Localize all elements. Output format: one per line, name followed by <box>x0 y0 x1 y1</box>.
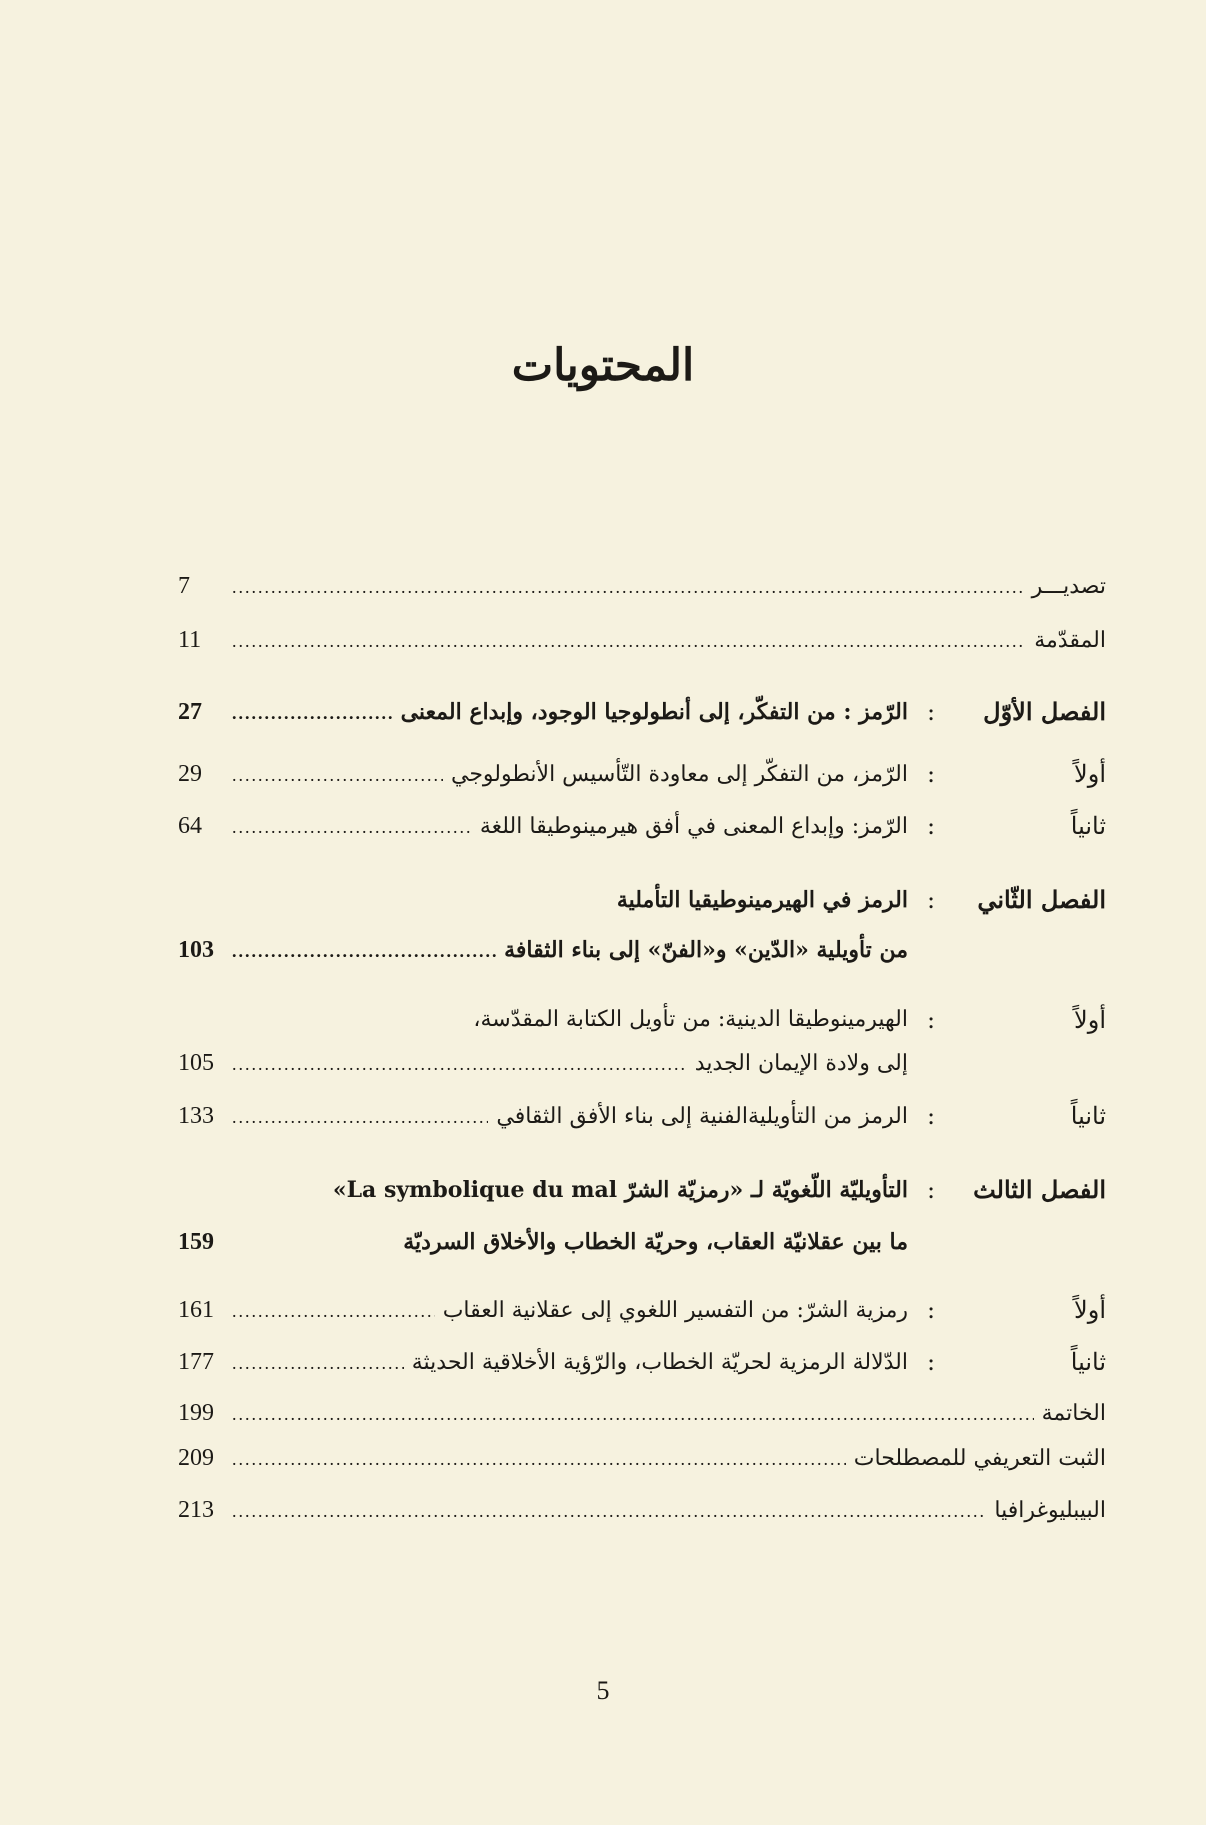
toc-entry-section <box>178 1290 1106 1330</box>
leader-dots <box>232 1044 687 1084</box>
toc-entry-chapter-2 <box>178 880 1106 920</box>
chapter-label: الفصل الأوّل <box>983 697 1106 726</box>
toc-page-number: 105 <box>178 1050 214 1076</box>
separator: : <box>926 1176 936 1204</box>
separator: : <box>926 886 936 914</box>
leader-dots <box>232 1394 1034 1434</box>
toc-entry-section <box>178 754 1106 794</box>
toc-entry-chapter-1 <box>178 692 1106 732</box>
toc-page-number: 103 <box>178 937 214 963</box>
section-label: ثانياً <box>1070 1102 1106 1130</box>
toc-entry-text: إلى ولادة الإيمان الجديد <box>694 1051 908 1076</box>
toc-entry-text: الرّمز، من التفكّر إلى معاودة التّأسيس الأنطولوجي <box>450 762 908 787</box>
toc-entry-continuation <box>178 1222 1106 1262</box>
toc-entry-introduction <box>178 620 1106 660</box>
leader-dots <box>232 931 496 971</box>
toc-entry-bibliography <box>178 1490 1106 1530</box>
toc-entry-text: ما بين عقلانيّة العقاب، وحريّة الخطاب والأخلاق السرديّة <box>403 1229 908 1255</box>
toc-entry-text: الرمز في الهيرمينوطيقيا التأملية <box>616 887 908 913</box>
toc-entry-text: الخاتمة <box>1041 1401 1106 1426</box>
toc-entry-text: البيبليوغرافيا <box>994 1498 1106 1523</box>
leader-dots <box>232 807 472 847</box>
leader-dots <box>232 567 1024 607</box>
page-title: المحتويات <box>511 340 695 391</box>
separator: : <box>926 812 936 840</box>
toc-page-number: 159 <box>178 1229 214 1255</box>
section-label: أولاً <box>1074 1296 1106 1324</box>
toc-page-number: 11 <box>178 627 202 653</box>
toc-page-number: 213 <box>178 1497 214 1523</box>
leader-dots <box>232 693 393 733</box>
toc-entry-continuation <box>178 930 1106 970</box>
toc-entry-text: الثبت التعريفي للمصطلحات <box>853 1446 1106 1471</box>
chapter-label: الفصل الثالث <box>973 1175 1106 1204</box>
toc-page-number: 209 <box>178 1445 214 1471</box>
toc-entry-text: الهيرمينوطيقا الدينية: من تأويل الكتابة المقدّسة، <box>473 1007 908 1032</box>
separator: : <box>926 1348 936 1376</box>
toc-entry-chapter-3 <box>178 1170 1106 1210</box>
toc-entry-preface <box>178 566 1106 606</box>
toc-entry-text: التأويليّة اللّغويّة لـ «رمزيّة الشرّ La symbolique du mal» <box>332 1177 908 1203</box>
toc-page-number: 133 <box>178 1103 214 1129</box>
leader-dots <box>232 621 1026 661</box>
toc-entry-text: من تأويلية «الدّين» و«الفنّ» إلى بناء الثقافة <box>504 937 908 963</box>
toc-page-number: 27 <box>178 699 202 725</box>
toc-entry-continuation <box>178 1043 1106 1083</box>
toc-page-number: 161 <box>178 1297 214 1323</box>
toc-entry-text: الدّلالة الرمزية لحريّة الخطاب، والرّؤية الأخلاقية الحديثة <box>411 1350 908 1375</box>
toc-page-number: 199 <box>178 1400 214 1426</box>
chapter-label: الفصل الثّاني <box>977 885 1106 914</box>
toc-entry-glossary <box>178 1438 1106 1478</box>
toc-entry-section <box>178 1096 1106 1136</box>
leader-dots <box>232 1343 404 1383</box>
separator: : <box>926 1296 936 1324</box>
section-label: ثانياً <box>1070 812 1106 840</box>
toc-entry-text: تصديـــر <box>1031 574 1106 599</box>
page-number: 5 <box>596 1676 610 1705</box>
toc-page-number: 29 <box>178 761 202 787</box>
leader-dots <box>232 1097 488 1137</box>
separator: : <box>926 1006 936 1034</box>
separator: : <box>926 1102 936 1130</box>
toc-entry-section <box>178 1342 1106 1382</box>
toc-entry-text: المقدّمة <box>1034 628 1106 653</box>
toc-entry-text: الرمز من التأويليةالفنية إلى بناء الأفق الثقافي <box>496 1104 908 1129</box>
toc-entry-text: رمزية الشرّ: من التفسير اللغوي إلى عقلانية العقاب <box>442 1298 908 1323</box>
toc-page-number: 177 <box>178 1349 214 1375</box>
section-label: أولاً <box>1074 760 1106 788</box>
leader-dots <box>232 1291 435 1331</box>
separator: : <box>926 760 936 788</box>
section-label: أولاً <box>1074 1006 1106 1034</box>
toc-page-number: 64 <box>178 813 202 839</box>
separator: : <box>926 698 936 726</box>
leader-dots <box>232 755 443 795</box>
toc-entry-section <box>178 806 1106 846</box>
leader-dots <box>232 1439 846 1479</box>
toc-entry-text: الرّمز: وإبداع المعنى في أفق هيرمينوطيقا اللغة <box>479 814 908 839</box>
section-label: ثانياً <box>1070 1348 1106 1376</box>
toc-entry-conclusion <box>178 1393 1106 1433</box>
toc-entry-section <box>178 1000 1106 1040</box>
leader-dots <box>232 1491 986 1531</box>
toc-entry-text: الرّمز : من التفكّر، إلى أنطولوجيا الوجود، وإبداع المعنى <box>400 699 908 725</box>
toc-page-number: 7 <box>178 573 190 599</box>
